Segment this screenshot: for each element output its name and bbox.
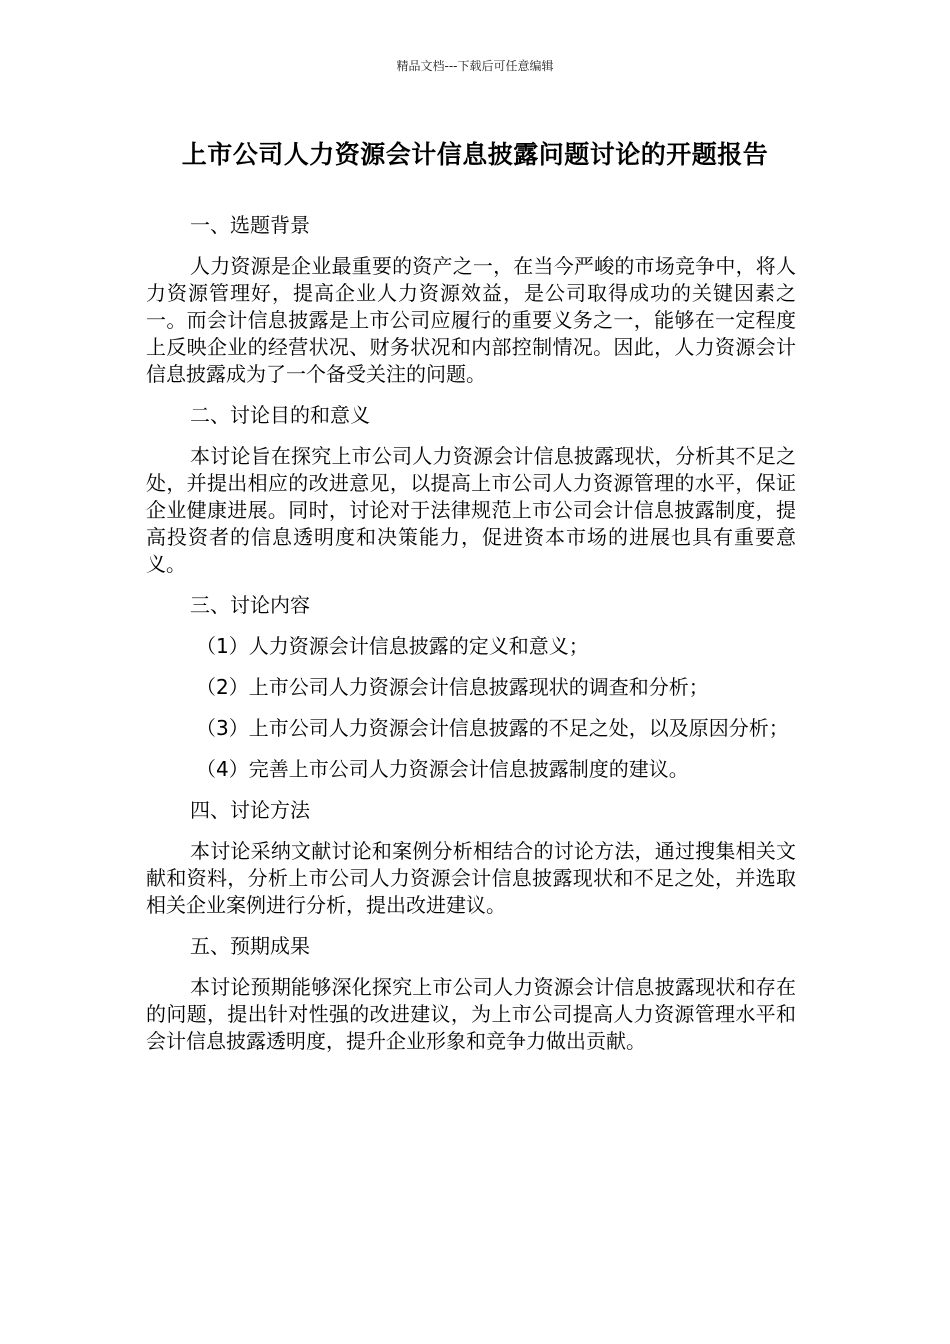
document-title: 上市公司人力资源会计信息披露问题讨论的开题报告 (181, 140, 769, 169)
list-item: （3）上市公司人力资源会计信息披露的不足之处，以及原因分析； (196, 716, 789, 740)
section-heading-outcome: 五、预期成果 (190, 934, 310, 958)
list-item: （2）上市公司人力资源会计信息披露现状的调查和分析； (196, 675, 709, 699)
section-paragraph-purpose: 本讨论旨在探究上市公司人力资源会计信息披露现状，分析其不足之处，并提出相应的改进意见，以提高上市公司人力资源管理的水平，保证企业健康进展。同时，讨论对于法律规范上市公司会计信息披露制度，提高投资者的信息透明度和决策能力，促进资本市场的进展也具有重要意义。 (146, 444, 796, 576)
section-paragraph-method: 本讨论采纳文献讨论和案例分析相结合的讨论方法，通过搜集相关文献和资料，分析上市公司人力资源会计信息披露现状和不足之处，并选取相关企业案例进行分析，提出改进建议。 (146, 839, 796, 917)
document-body (146, 212, 796, 1069)
list-item: （4）完善上市公司人力资源会计信息披露制度的建议。 (196, 757, 689, 781)
section-paragraph-outcome: 本讨论预期能够深化探究上市公司人力资源会计信息披露现状和存在的问题，提出针对性强的改进建议，为上市公司提高人力资源管理水平和会计信息披露透明度，提升企业形象和竞争力做出贡献。 (146, 975, 796, 1053)
section-paragraph-background: 人力资源是企业最重要的资产之一，在当今严峻的市场竞争中，将人力资源管理好，提高企业人力资源效益，是公司取得成功的关键因素之一。而会计信息披露是上市公司应履行的重要义务之一，能够在一定程度上反映企业的经营状况、财务状况和内部控制情况。因此，人力资源会计信息披露成为了一个备受关注的问题。 (146, 254, 796, 386)
section-heading-purpose: 二、讨论目的和意义 (190, 403, 370, 427)
section-heading-background: 一、选题背景 (190, 213, 310, 237)
list-item: （1）人力资源会计信息披露的定义和意义； (196, 634, 589, 658)
section-heading-method: 四、讨论方法 (190, 798, 310, 822)
section-heading-content: 三、讨论内容 (190, 593, 310, 617)
header-note: 精品文档---下载后可任意编辑 (396, 59, 554, 73)
